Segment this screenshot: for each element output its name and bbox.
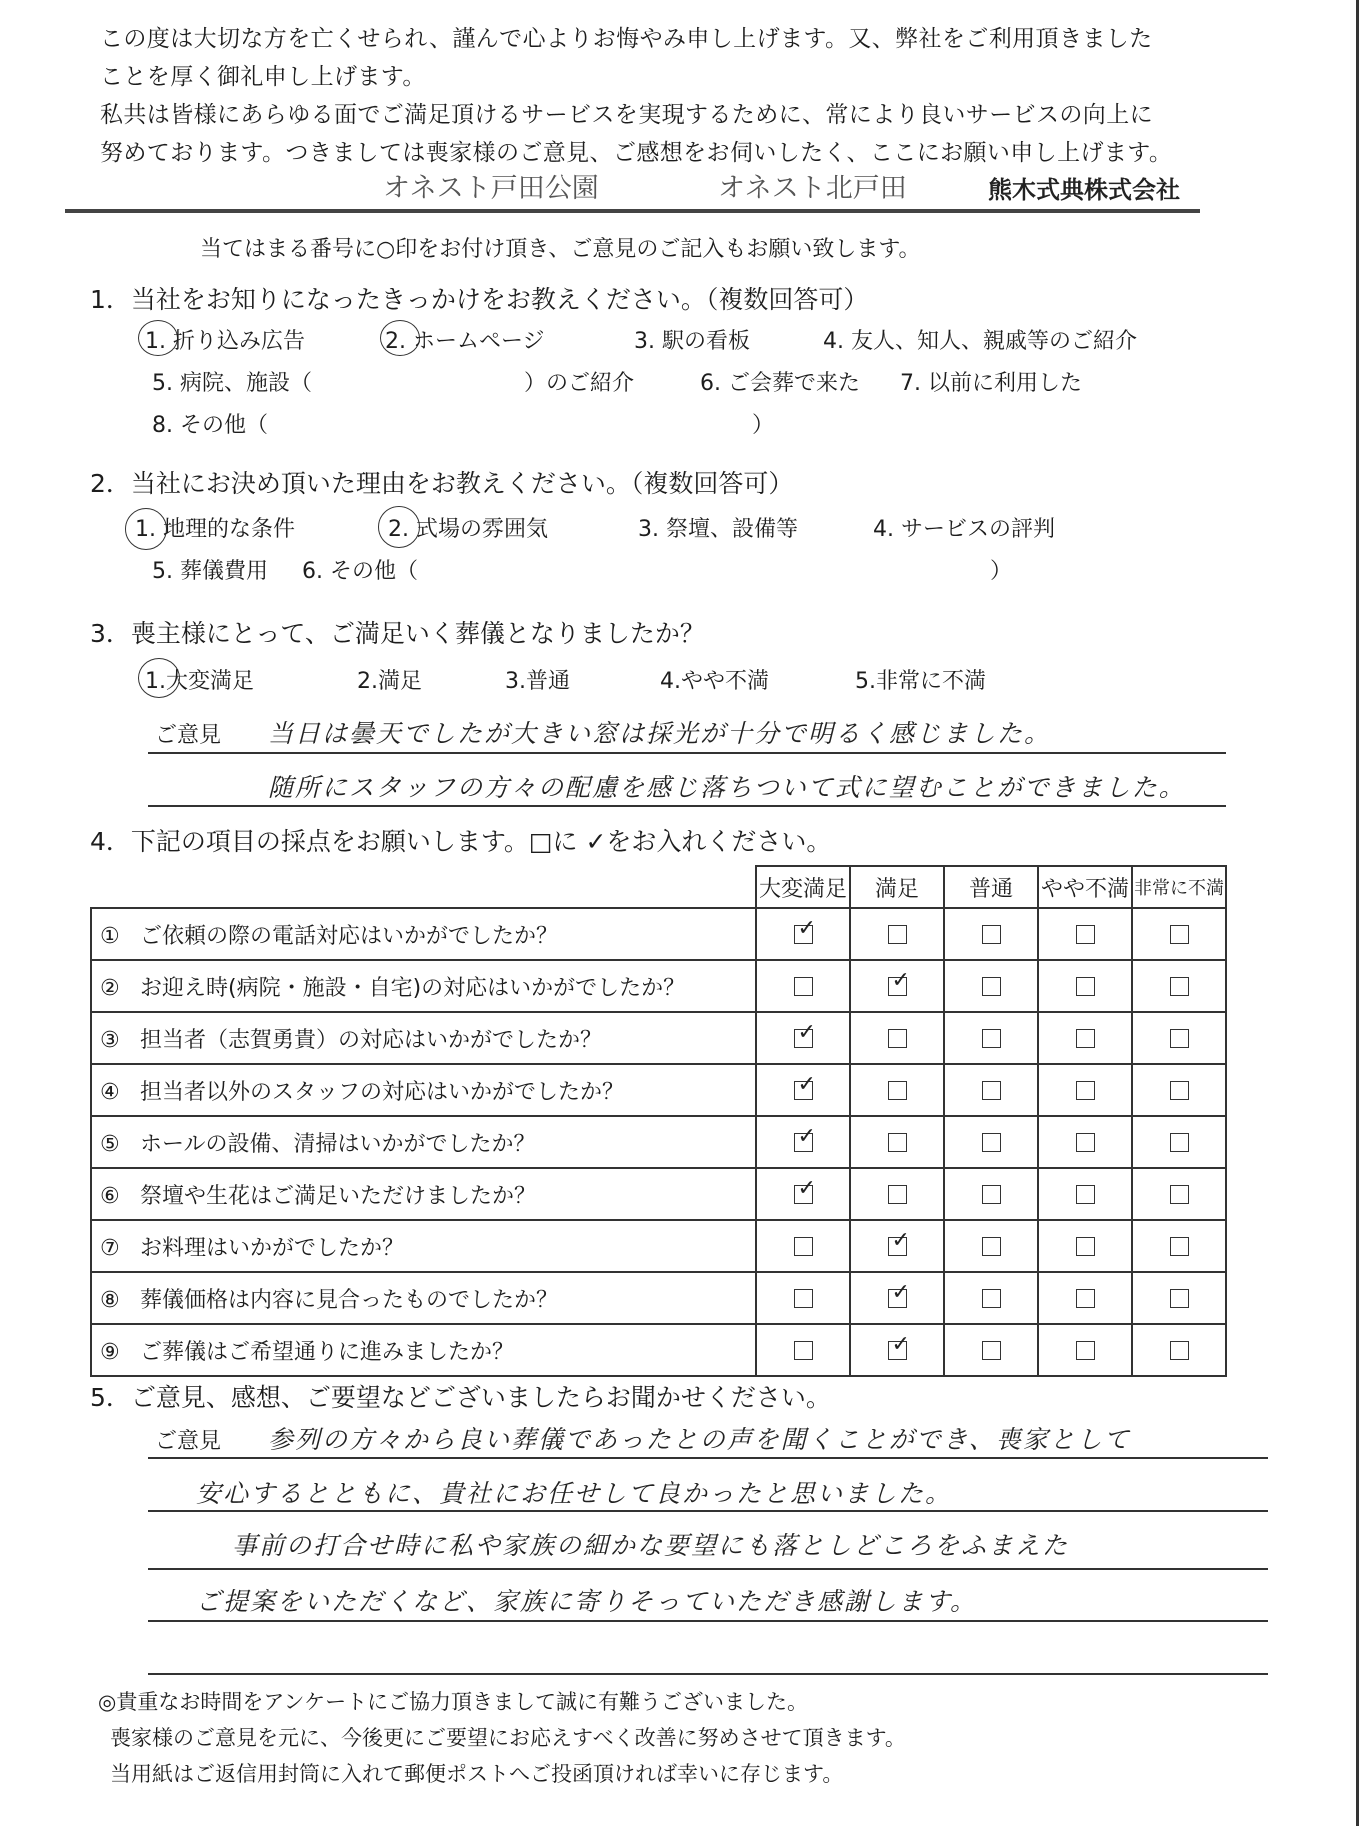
rating-cell [944,1064,1038,1116]
rating-question [91,1168,756,1220]
rating-question [91,1220,756,1272]
check-mark-icon: ✓ [797,1176,816,1201]
rating-checkbox[interactable] [1170,925,1189,944]
rating-question-text: 担当者（志賀勇貴）の対応はいかがでしたか？ [140,1027,603,1053]
q4-title: 4．下記の項目の採点をお願いします。□に ✓をお入れください。 [90,827,832,856]
rating-checkbox[interactable] [1170,977,1189,996]
rating-question [91,960,756,1012]
rating-question-number: ⑨ [100,1339,120,1365]
rating-checkbox[interactable] [888,968,910,996]
comment-rule [148,805,1226,807]
instruction-text: 当てはまる番号に○印をお付け頂き、ご意見のご記入もお願い致します。 [200,237,921,262]
rating-checkbox[interactable] [888,1133,907,1152]
rating-checkbox[interactable] [794,1176,816,1204]
rating-cell [944,908,1038,960]
rating-question-text: お料理はいかがでしたか？ [140,1235,405,1261]
rating-col-header: やや不満 [1038,866,1132,908]
rating-cell [850,1064,944,1116]
rating-cell [850,908,944,960]
rating-question [91,908,756,960]
rating-cell [944,1116,1038,1168]
q2-title: 2．当社にお決め頂いた理由をお教えください。（複数回答可） [90,469,794,498]
brand-hall-toda-koen: オネスト戸田公園 [383,173,599,204]
rating-cell [850,960,944,1012]
closing-line: ◎貴重なお時間をアンケートにご協力頂きまして誠に有難うございました。 [98,1690,809,1714]
rating-cell [756,1168,850,1220]
rating-cell [850,1168,944,1220]
rating-cell [756,1272,850,1324]
rating-checkbox[interactable] [794,1072,816,1100]
rating-cell [756,1012,850,1064]
rating-cell [756,1220,850,1272]
rating-question-number: ③ [100,1027,120,1053]
rating-checkbox[interactable] [888,1280,910,1308]
rating-cell [1038,960,1132,1012]
rating-question-text: ご葬儀はご希望通りに進みましたか？ [140,1339,515,1365]
rating-header-blank [91,866,756,908]
q1-option[interactable]: 4. 友人、知人、親戚等のご紹介 [823,329,1137,354]
rating-row [91,1272,1226,1324]
rating-checkbox[interactable] [888,1029,907,1048]
check-mark-icon: ✓ [891,1228,910,1253]
rating-row [91,1324,1226,1376]
q5-comment-line[interactable]: 安心するとともに、貴社にお任せして良かったと思いました。 [196,1479,953,1508]
rating-checkbox[interactable] [888,1185,907,1204]
rating-header-row [91,866,1226,908]
rating-cell [1038,1064,1132,1116]
rating-cell [756,960,850,1012]
q5-comment-line[interactable]: 参列の方々から良い葬儀であったとの声を聞くことができ、喪家として [268,1425,1131,1454]
comment-rule [148,1620,1268,1622]
check-mark-icon: ✓ [797,1072,816,1097]
rating-question-number: ⑤ [100,1131,120,1157]
rating-cell [1038,1272,1132,1324]
q1-option-suffix: ）のご紹介 [524,371,635,396]
q3-option[interactable]: 3.普通 [505,669,570,694]
rating-cell [944,1220,1038,1272]
rating-question-text: 葬儀価格は内容に見合ったものでしたか？ [140,1287,559,1313]
rating-cell [1038,1168,1132,1220]
rating-checkbox[interactable] [794,1020,816,1048]
q2-option[interactable]: 5. 葬儀費用 [152,559,268,584]
rating-checkbox[interactable] [982,1029,1001,1048]
rating-question [91,1064,756,1116]
rating-checkbox[interactable] [982,1081,1001,1100]
brand-company: 熊木式典株式会社 [988,176,1180,204]
intro-line: 私共は皆様にあらゆる面でご満足頂けるサービスを実現するために、常により良いサービスの向上に [100,102,1153,128]
rating-row [91,908,1226,960]
rating-checkbox[interactable] [982,925,1001,944]
rating-checkbox[interactable] [888,1081,907,1100]
rating-cell [944,1012,1038,1064]
intro-line: この度は大切な方を亡くせられ、謹んで心よりお悔やみ申し上げます。又、弊社をご利用頂きました [100,26,1153,52]
rating-checkbox[interactable] [1170,1081,1189,1100]
rating-cell [1132,908,1226,960]
rating-checkbox[interactable] [888,1228,910,1256]
header-divider [65,209,1200,213]
q2-option-suffix: ） [990,559,1013,584]
closing-line: 喪家様のご意見を元に、今後更にご要望にお応えすべく改善に努めさせて頂きます。 [110,1726,906,1750]
rating-checkbox[interactable] [1076,1289,1095,1308]
q1-option[interactable]: 3. 駅の看板 [634,329,750,354]
rating-checkbox[interactable] [1170,1185,1189,1204]
q3-option[interactable]: 5.非常に不満 [855,669,986,694]
check-mark-icon: ✓ [797,1124,816,1149]
q5-title: 5．ご意見、感想、ご要望などございましたらお聞かせください。 [90,1383,831,1412]
q1-option[interactable]: 8. その他（ [152,413,268,438]
rating-row [91,1116,1226,1168]
q3-option[interactable]: 2.満足 [357,669,422,694]
rating-cell [850,1116,944,1168]
rating-checkbox[interactable] [1076,925,1095,944]
check-mark-icon: ✓ [891,1280,910,1305]
rating-cell [944,1168,1038,1220]
rating-question-number: ⑧ [100,1287,120,1313]
rating-cell [1038,1116,1132,1168]
rating-cell [1132,1168,1226,1220]
rating-cell [1132,1064,1226,1116]
rating-cell [1038,1012,1132,1064]
rating-checkbox[interactable] [1076,1029,1095,1048]
rating-question-text: 祭壇や生花はご満足いただけましたか？ [140,1183,537,1209]
q5-comment-line[interactable]: 事前の打合せ時に私や家族の細かな要望にも落としどころをふまえた [232,1531,1070,1560]
rating-cell [1038,1324,1132,1376]
q3-comment-line[interactable]: 当日は曇天でしたが大きい窓は採光が十分で明るく感じました。 [268,719,1052,748]
rating-checkbox[interactable] [1076,1185,1095,1204]
rating-question-text: 担当者以外のスタッフの対応はいかがでしたか？ [140,1079,625,1105]
comment-rule [148,1457,1268,1459]
q5-comment-line[interactable]: ご提案をいただくなど、家族に寄りそっていただき感謝します。 [196,1587,978,1616]
q1-option[interactable]: 1. 折り込み広告 [145,329,305,354]
rating-question-number: ① [100,923,120,949]
rating-checkbox[interactable] [1170,1237,1189,1256]
rating-checkbox[interactable] [794,977,813,996]
rating-question-text: お迎え時(病院・施設・自宅)の対応はいかがでしたか？ [140,975,686,1001]
rating-row [91,960,1226,1012]
rating-checkbox[interactable] [982,1185,1001,1204]
rating-col-header: 満足 [850,866,944,908]
rating-cell [1132,1272,1226,1324]
rating-checkbox[interactable] [1076,1341,1095,1360]
check-mark-icon: ✓ [891,968,910,993]
q1-option[interactable]: 6. ご会葬で来た [700,371,860,396]
rating-checkbox[interactable] [794,916,816,944]
comment-rule [148,752,1226,754]
intro-line: ことを厚く御礼申し上げます。 [100,64,426,90]
q1-option-suffix: ） [752,413,775,438]
rating-question [91,1012,756,1064]
q5-comment-label: ご意見 [155,1429,222,1454]
rating-checkbox[interactable] [982,1133,1001,1152]
rating-checkbox[interactable] [1076,1237,1095,1256]
q1-option[interactable]: 7. 以前に利用した [900,371,1082,396]
q3-title: 3．喪主様にとって、ご満足いく葬儀となりましたか？ [90,619,705,648]
rating-col-header: 普通 [944,866,1038,908]
rating-cell [850,1324,944,1376]
rating-question-number: ④ [100,1079,120,1105]
q2-option[interactable]: 6. その他（ [302,559,418,584]
rating-cell [756,1116,850,1168]
rating-cell [850,1272,944,1324]
rating-checkbox[interactable] [1076,1081,1095,1100]
q1-option[interactable]: 5. 病院、施設（ [152,371,312,396]
rating-checkbox[interactable] [1170,1289,1189,1308]
check-mark-icon: ✓ [797,916,816,941]
rating-cell [756,1324,850,1376]
rating-table [90,865,1227,1377]
q3-option[interactable]: 1.大変満足 [145,669,254,694]
comment-rule [148,1510,1268,1512]
rating-checkbox[interactable] [982,1289,1001,1308]
rating-cell [756,1064,850,1116]
rating-question [91,1324,756,1376]
rating-checkbox[interactable] [982,977,1001,996]
rating-question-number: ⑥ [100,1183,120,1209]
rating-col-header: 大変満足 [756,866,850,908]
q2-option[interactable]: 1. 地理的な条件 [135,517,295,542]
rating-checkbox[interactable] [1170,1133,1189,1152]
closing-line: 当用紙はご返信用封筒に入れて郵便ポストへご投函頂ければ幸いに存じます。 [110,1762,844,1786]
rating-checkbox[interactable] [794,1289,813,1308]
rating-cell [944,1272,1038,1324]
rating-cell [756,908,850,960]
rating-question-text: ご依頼の際の電話対応はいかがでしたか？ [140,923,559,949]
rating-checkbox[interactable] [794,1341,813,1360]
rating-question-number: ② [100,975,120,1001]
check-mark-icon: ✓ [891,1332,910,1357]
scan-edge-line [1356,0,1359,1826]
rating-cell [1132,1220,1226,1272]
rating-question [91,1116,756,1168]
rating-cell [944,960,1038,1012]
comment-rule [148,1568,1268,1570]
rating-checkbox[interactable] [794,1237,813,1256]
rating-checkbox[interactable] [1076,1133,1095,1152]
intro-line: 努めております。つきましては喪家様のご意見、ご感想をお伺いしたく、ここにお願い申し上げます。 [100,140,1173,166]
rating-cell [1038,908,1132,960]
q2-option[interactable]: 2. 式場の雰囲気 [388,517,548,542]
rating-question-number: ⑦ [100,1235,120,1261]
brand-hall-kita-toda: オネスト北戸田 [718,173,907,204]
rating-checkbox[interactable] [982,1237,1001,1256]
rating-row [91,1012,1226,1064]
rating-cell [1132,1116,1226,1168]
rating-row [91,1168,1226,1220]
rating-checkbox[interactable] [794,1124,816,1152]
rating-checkbox[interactable] [1170,1341,1189,1360]
rating-cell [850,1220,944,1272]
rating-row [91,1220,1226,1272]
q2-option[interactable]: 4. サービスの評判 [873,517,1055,542]
rating-cell [944,1324,1038,1376]
rating-checkbox[interactable] [1170,1029,1189,1048]
check-mark-icon: ✓ [797,1020,816,1045]
rating-cell [1132,1012,1226,1064]
rating-checkbox[interactable] [888,1332,910,1360]
rating-cell [1132,960,1226,1012]
rating-cell [1038,1220,1132,1272]
q3-comment-line[interactable]: 随所にスタッフの方々の配慮を感じ落ちついて式に望むことができました。 [268,773,1186,802]
rating-cell [1132,1324,1226,1376]
rating-cell [850,1012,944,1064]
rating-checkbox[interactable] [1076,977,1095,996]
rating-question [91,1272,756,1324]
rating-question-text: ホールの設備、清掃はいかがでしたか？ [140,1131,536,1157]
comment-rule [148,1673,1268,1675]
q3-option[interactable]: 4.やや不満 [660,669,769,694]
q2-option[interactable]: 3. 祭壇、設備等 [638,517,798,542]
rating-checkbox[interactable] [888,925,907,944]
rating-row [91,1064,1226,1116]
rating-checkbox[interactable] [982,1341,1001,1360]
q3-comment-label: ご意見 [155,723,222,748]
rating-col-header: 非常に不満 [1132,866,1226,908]
q1-title: 1．当社をお知りになったきっかけをお教えください。（複数回答可） [90,285,869,314]
q1-option[interactable]: 2. ホームページ [385,329,545,354]
